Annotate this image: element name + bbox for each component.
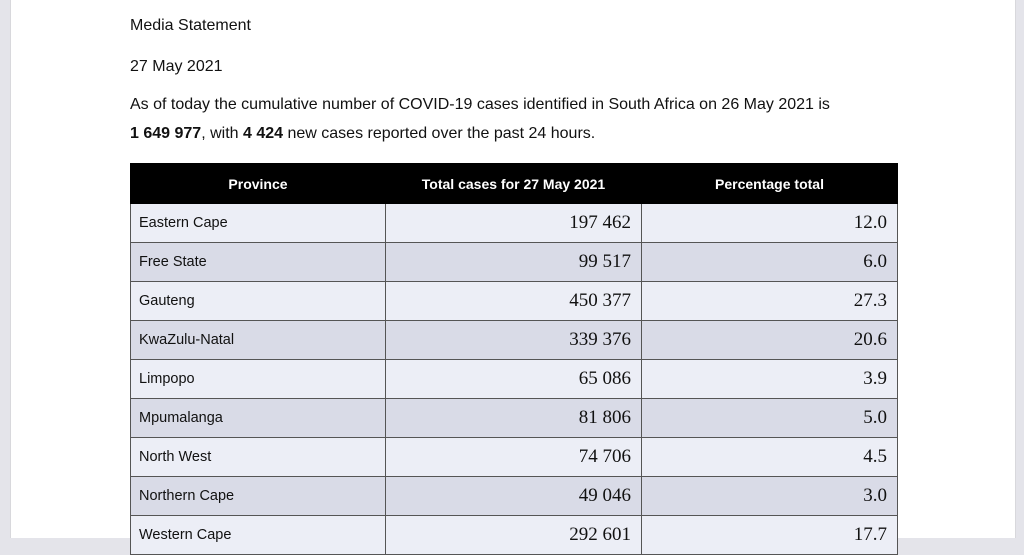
table-row	[131, 438, 898, 477]
cases-cell: 74 706	[386, 438, 642, 477]
header-province: Province	[131, 164, 386, 204]
header-percentage: Percentage total	[642, 164, 898, 204]
province-cell: KwaZulu-Natal	[131, 321, 386, 360]
province-cell: Limpopo	[131, 360, 386, 399]
province-cell: North West	[131, 438, 386, 477]
table-row	[131, 360, 898, 399]
cases-cell: 81 806	[386, 399, 642, 438]
table-row	[131, 516, 898, 555]
statement-date: 27 May 2021	[130, 58, 223, 75]
table-row	[131, 321, 898, 360]
table-row	[131, 243, 898, 282]
percent-cell: 3.9	[642, 360, 898, 399]
cases-cell: 292 601	[386, 516, 642, 555]
province-cell: Gauteng	[131, 282, 386, 321]
new-cases-value: 4 424	[242, 125, 284, 142]
table-row	[131, 399, 898, 438]
intro-line-2	[130, 125, 595, 143]
cases-cell: 49 046	[386, 477, 642, 516]
province-cell: Mpumalanga	[131, 399, 386, 438]
province-cell: Northern Cape	[131, 477, 386, 516]
cases-cell: 99 517	[386, 243, 642, 282]
percent-cell: 3.0	[642, 477, 898, 516]
province-cell: Western Cape	[131, 516, 386, 555]
document-page	[10, 0, 1016, 545]
percent-cell: 12.0	[642, 204, 898, 243]
table-row	[131, 282, 898, 321]
cases-cell: 339 376	[386, 321, 642, 360]
percent-cell: 20.6	[642, 321, 898, 360]
percent-cell: 17.7	[642, 516, 898, 555]
statement-heading: Media Statement	[130, 17, 251, 34]
intro-line-1: As of today the cumulative number of COVID-19 cases identified in South Africa on 26 May 2021 is	[130, 96, 830, 113]
table-body	[131, 204, 898, 555]
percent-cell: 5.0	[642, 399, 898, 438]
province-cases-table	[130, 163, 898, 555]
table-row	[131, 204, 898, 243]
intro-end-text: new cases reported over the past 24 hours.	[283, 125, 596, 142]
percent-cell: 4.5	[642, 438, 898, 477]
province-cell: Free State	[131, 243, 386, 282]
percent-cell: 27.3	[642, 282, 898, 321]
province-cell: Eastern Cape	[131, 204, 386, 243]
cases-cell: 450 377	[386, 282, 642, 321]
percent-cell: 6.0	[642, 243, 898, 282]
table-header-row	[131, 164, 898, 204]
header-total-cases: Total cases for 27 May 2021	[386, 164, 642, 204]
intro-mid-text: , with	[201, 125, 243, 142]
cases-cell: 65 086	[386, 360, 642, 399]
cases-cell: 197 462	[386, 204, 642, 243]
total-cases-value: 1 649 977	[130, 125, 202, 142]
table-row	[131, 477, 898, 516]
